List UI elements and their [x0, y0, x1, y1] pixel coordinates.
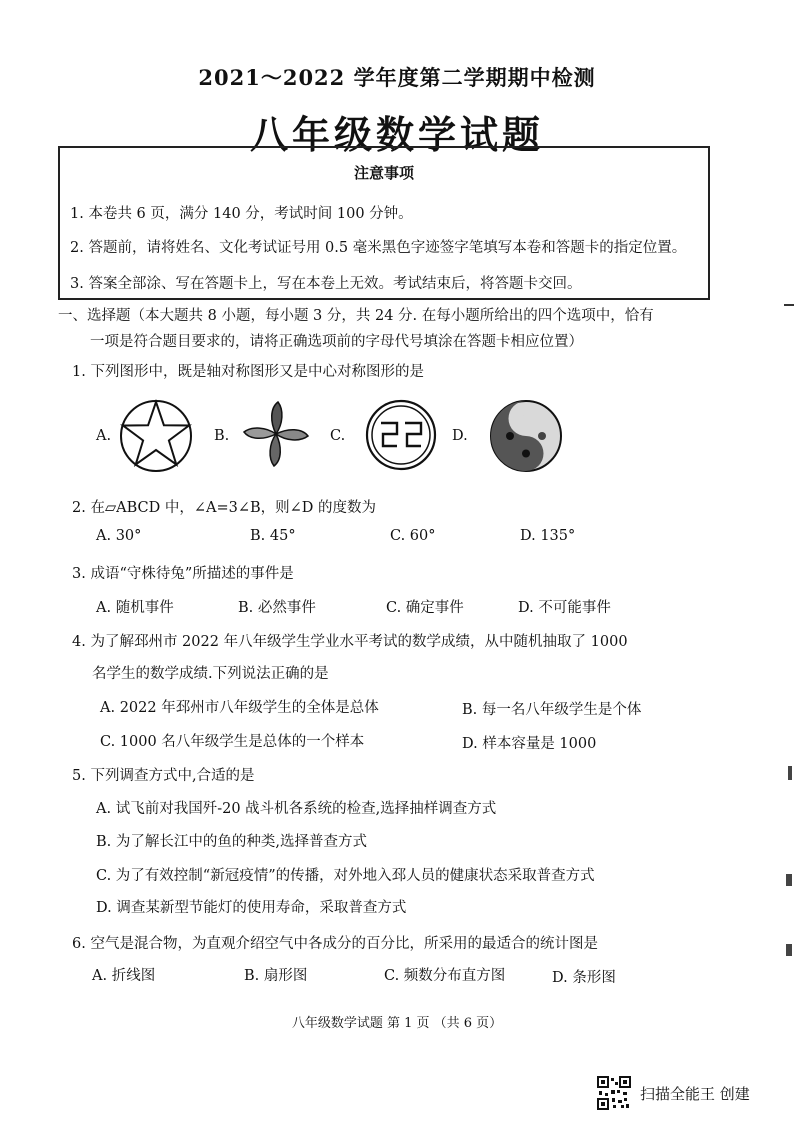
notice-item-2: 2. 答题前，请将姓名、文化考试证号用 0.5 毫米黑色字迹签字笔填写本卷和答题卡的指定位置。: [70, 240, 687, 256]
question-6-stem: 6. 空气是混合物，为直观介绍空气中各成分的百分比，所采用的最适合的统计图是: [72, 936, 598, 952]
edge-scan-mark: [786, 944, 792, 956]
exam-subject-title: 八年级数学试题: [249, 112, 544, 157]
section-instructions-line1: 一、选择题（本大题共 8 小题，每小题 3 分，共 24 分. 在每小题所给出的四个选项中，恰有: [58, 308, 654, 324]
edge-scan-mark: [788, 766, 792, 780]
q3-option-d: D. 不可能事件: [518, 600, 611, 616]
edge-scan-mark: [786, 874, 792, 886]
notice-item-3: 3. 答案全部涂、写在答题卡上，写在本卷上无效。考试结束后，将答题卡交回。: [70, 276, 582, 292]
circle-star-figure: [118, 398, 194, 474]
section-instructions-line2: 一项是符合题目要求的，请将正确选项前的字母代号填涂在答题卡相应位置）: [90, 334, 583, 350]
question-5-stem: 5. 下列调查方式中,合适的是: [72, 768, 255, 784]
edge-scan-mark: [784, 304, 794, 306]
question-4-stem-line2: 名学生的数学成绩.下列说法正确的是: [92, 666, 329, 682]
q4-option-b: B. 每一名八年级学生是个体: [462, 702, 642, 718]
exam-term-title: 2021～2022 学年度第二学期期中检测: [198, 65, 596, 90]
notice-box: [58, 146, 710, 300]
q5-option-b: B. 为了解长江中的鱼的种类,选择普查方式: [96, 834, 367, 850]
question-3-stem: 3. 成语“守株待兔”所描述的事件是: [72, 566, 294, 582]
q1-option-c-label: C.: [330, 428, 346, 444]
q2-option-d: D. 135°: [520, 528, 576, 544]
q4-option-d: D. 样本容量是 1000: [462, 736, 597, 752]
q6-option-d: D. 条形图: [552, 970, 616, 986]
qr-code-icon: [597, 1076, 631, 1110]
q5-option-c: C. 为了有效控制“新冠疫情”的传播，对外地入邳人员的健康状态采取普查方式: [96, 868, 595, 884]
q1-option-b-label: B.: [214, 428, 230, 444]
q6-option-c: C. 频数分布直方图: [384, 968, 506, 984]
pinwheel-figure: [236, 398, 316, 470]
page-footer: 八年级数学试题 第 1 页 （共 6 页）: [291, 1016, 503, 1031]
q1-option-d-label: D.: [452, 428, 468, 444]
q4-option-a: A. 2022 年邳州市八年级学生的全体是总体: [100, 700, 379, 716]
question-2-stem: 2. 在▱ABCD 中，∠A=3∠B，则∠D 的度数为: [72, 500, 377, 516]
q6-option-b: B. 扇形图: [244, 968, 308, 984]
q3-option-c: C. 确定事件: [386, 600, 464, 616]
notice-heading: 注意事项: [353, 164, 414, 182]
q2-option-b: B. 45°: [250, 528, 296, 544]
q3-option-b: B. 必然事件: [238, 600, 316, 616]
question-4-stem-line1: 4. 为了解邳州市 2022 年八年级学生学业水平考试的数学成绩，从中随机抽取了 1000: [72, 634, 628, 650]
q2-option-a: A. 30°: [96, 528, 142, 544]
q1-option-a-label: A.: [96, 428, 112, 444]
notice-item-1: 1. 本卷共 6 页，满分 140 分，考试时间 100 分钟。: [70, 206, 413, 222]
question-1-stem: 1. 下列图形中，既是轴对称图形又是中心对称图形的是: [72, 364, 424, 380]
q2-option-c: C. 60°: [390, 528, 436, 544]
q4-option-c: C. 1000 名八年级学生是总体的一个样本: [100, 734, 365, 750]
scanner-watermark-text: 扫描全能王 创建: [640, 1085, 750, 1103]
taiji-figure: [488, 398, 564, 474]
q5-option-d: D. 调查某新型节能灯的使用寿命，采取普查方式: [96, 900, 407, 916]
q6-option-a: A. 折线图: [92, 968, 156, 984]
q3-option-a: A. 随机事件: [96, 600, 174, 616]
q5-option-a: A. 试飞前对我国歼-20 战斗机各系统的检查,选择抽样调查方式: [96, 801, 497, 817]
circle-pattern-figure: [364, 398, 438, 472]
